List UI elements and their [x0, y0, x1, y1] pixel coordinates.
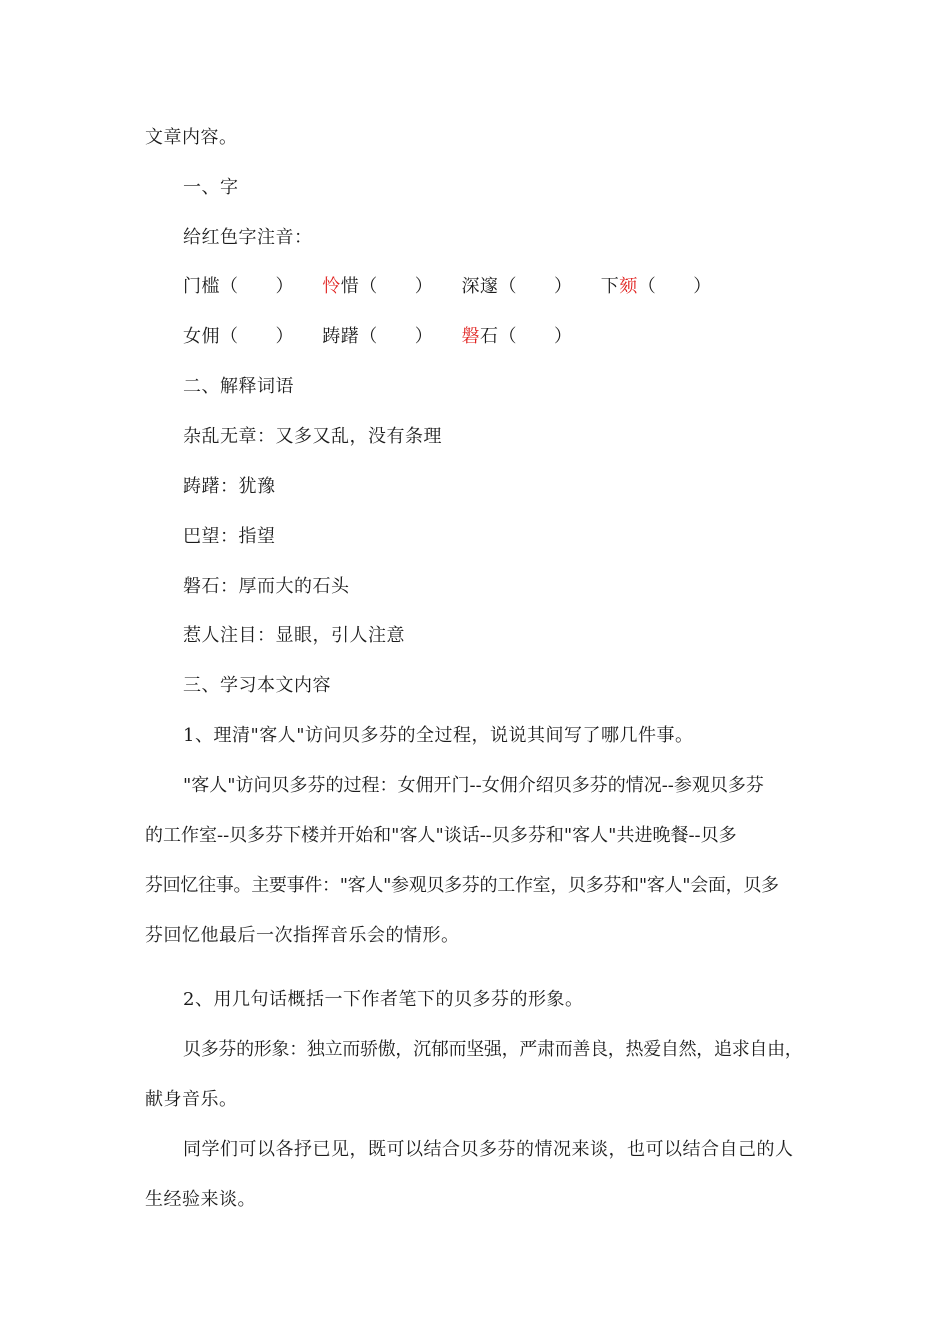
section-heading-content: 三、学习本文内容 [183, 675, 331, 696]
answer-3-line: 生经验来谈。 [145, 1189, 256, 1210]
vocab-item: 杂乱无章：又多又乱，没有条理 [183, 426, 442, 447]
pinyin-item: 深邃（ ） [461, 276, 573, 297]
pinyin-item: 门槛（ ） [183, 276, 294, 297]
answer-blank[interactable]: （ ） [220, 326, 294, 347]
section-heading-vocabulary: 二、解释词语 [183, 376, 294, 397]
answer-2-line: 贝多芬的形象：独立而骄傲，沉郁而坚强，严肃而善良，热爱自然，追求自由， [183, 1039, 803, 1060]
answer-1-line: 的工作室--贝多芬下楼并开始和"客人"谈话--贝多芬和"客人"共进晚餐--贝多 [145, 825, 737, 846]
pinyin-row-2 [183, 325, 572, 349]
answer-1-line: 芬回忆他最后一次指挥音乐会的情形。 [145, 925, 460, 946]
answer-1-line: "客人"访问贝多芬的过程：女佣开门--女佣介绍贝多芬的情况--参观贝多芬 [183, 775, 764, 796]
vocab-item: 踌躇：犹豫 [183, 476, 276, 497]
answer-blank[interactable]: （ ） [359, 326, 434, 347]
answer-blank[interactable]: （ ） [637, 276, 712, 297]
pinyin-item: 怜惜（ ） [322, 276, 434, 297]
answer-blank[interactable]: （ ） [498, 276, 573, 297]
instruction-text: 给红色字注音： [183, 227, 313, 248]
answer-2-line: 献身音乐。 [145, 1089, 238, 1110]
question-2: 2、用几句话概括一下作者笔下的贝多芬的形象。 [183, 989, 584, 1010]
question-1: 1、理清"客人"访问贝多芬的全过程，说说其间写了哪几件事。 [183, 725, 694, 746]
section-heading-characters: 一、字 [183, 177, 239, 198]
answer-1-line: 芬回忆往事。主要事件："客人"参观贝多芬的工作室，贝多芬和"客人"会面，贝多 [145, 875, 779, 896]
answer-3-line: 同学们可以各抒已见，既可以结合贝多芬的情况来谈，也可以结合自己的人 [183, 1139, 794, 1160]
pinyin-item: 女佣（ ） [183, 326, 294, 347]
vocab-item: 巴望：指望 [183, 526, 276, 547]
answer-blank[interactable]: （ ） [498, 326, 573, 347]
answer-blank[interactable]: （ ） [220, 276, 294, 297]
answer-blank[interactable]: （ ） [359, 276, 434, 297]
vocab-item: 磐石：厚而大的石头 [183, 576, 350, 597]
pinyin-item: 踌躇（ ） [322, 326, 434, 347]
pinyin-row-1 [183, 275, 712, 299]
intro-text: 文章内容。 [145, 127, 238, 148]
pinyin-item: 磐石（ ） [461, 326, 573, 347]
pinyin-item: 下颏（ ） [600, 276, 712, 297]
vocab-item: 惹人注目：显眼，引人注意 [183, 625, 405, 646]
